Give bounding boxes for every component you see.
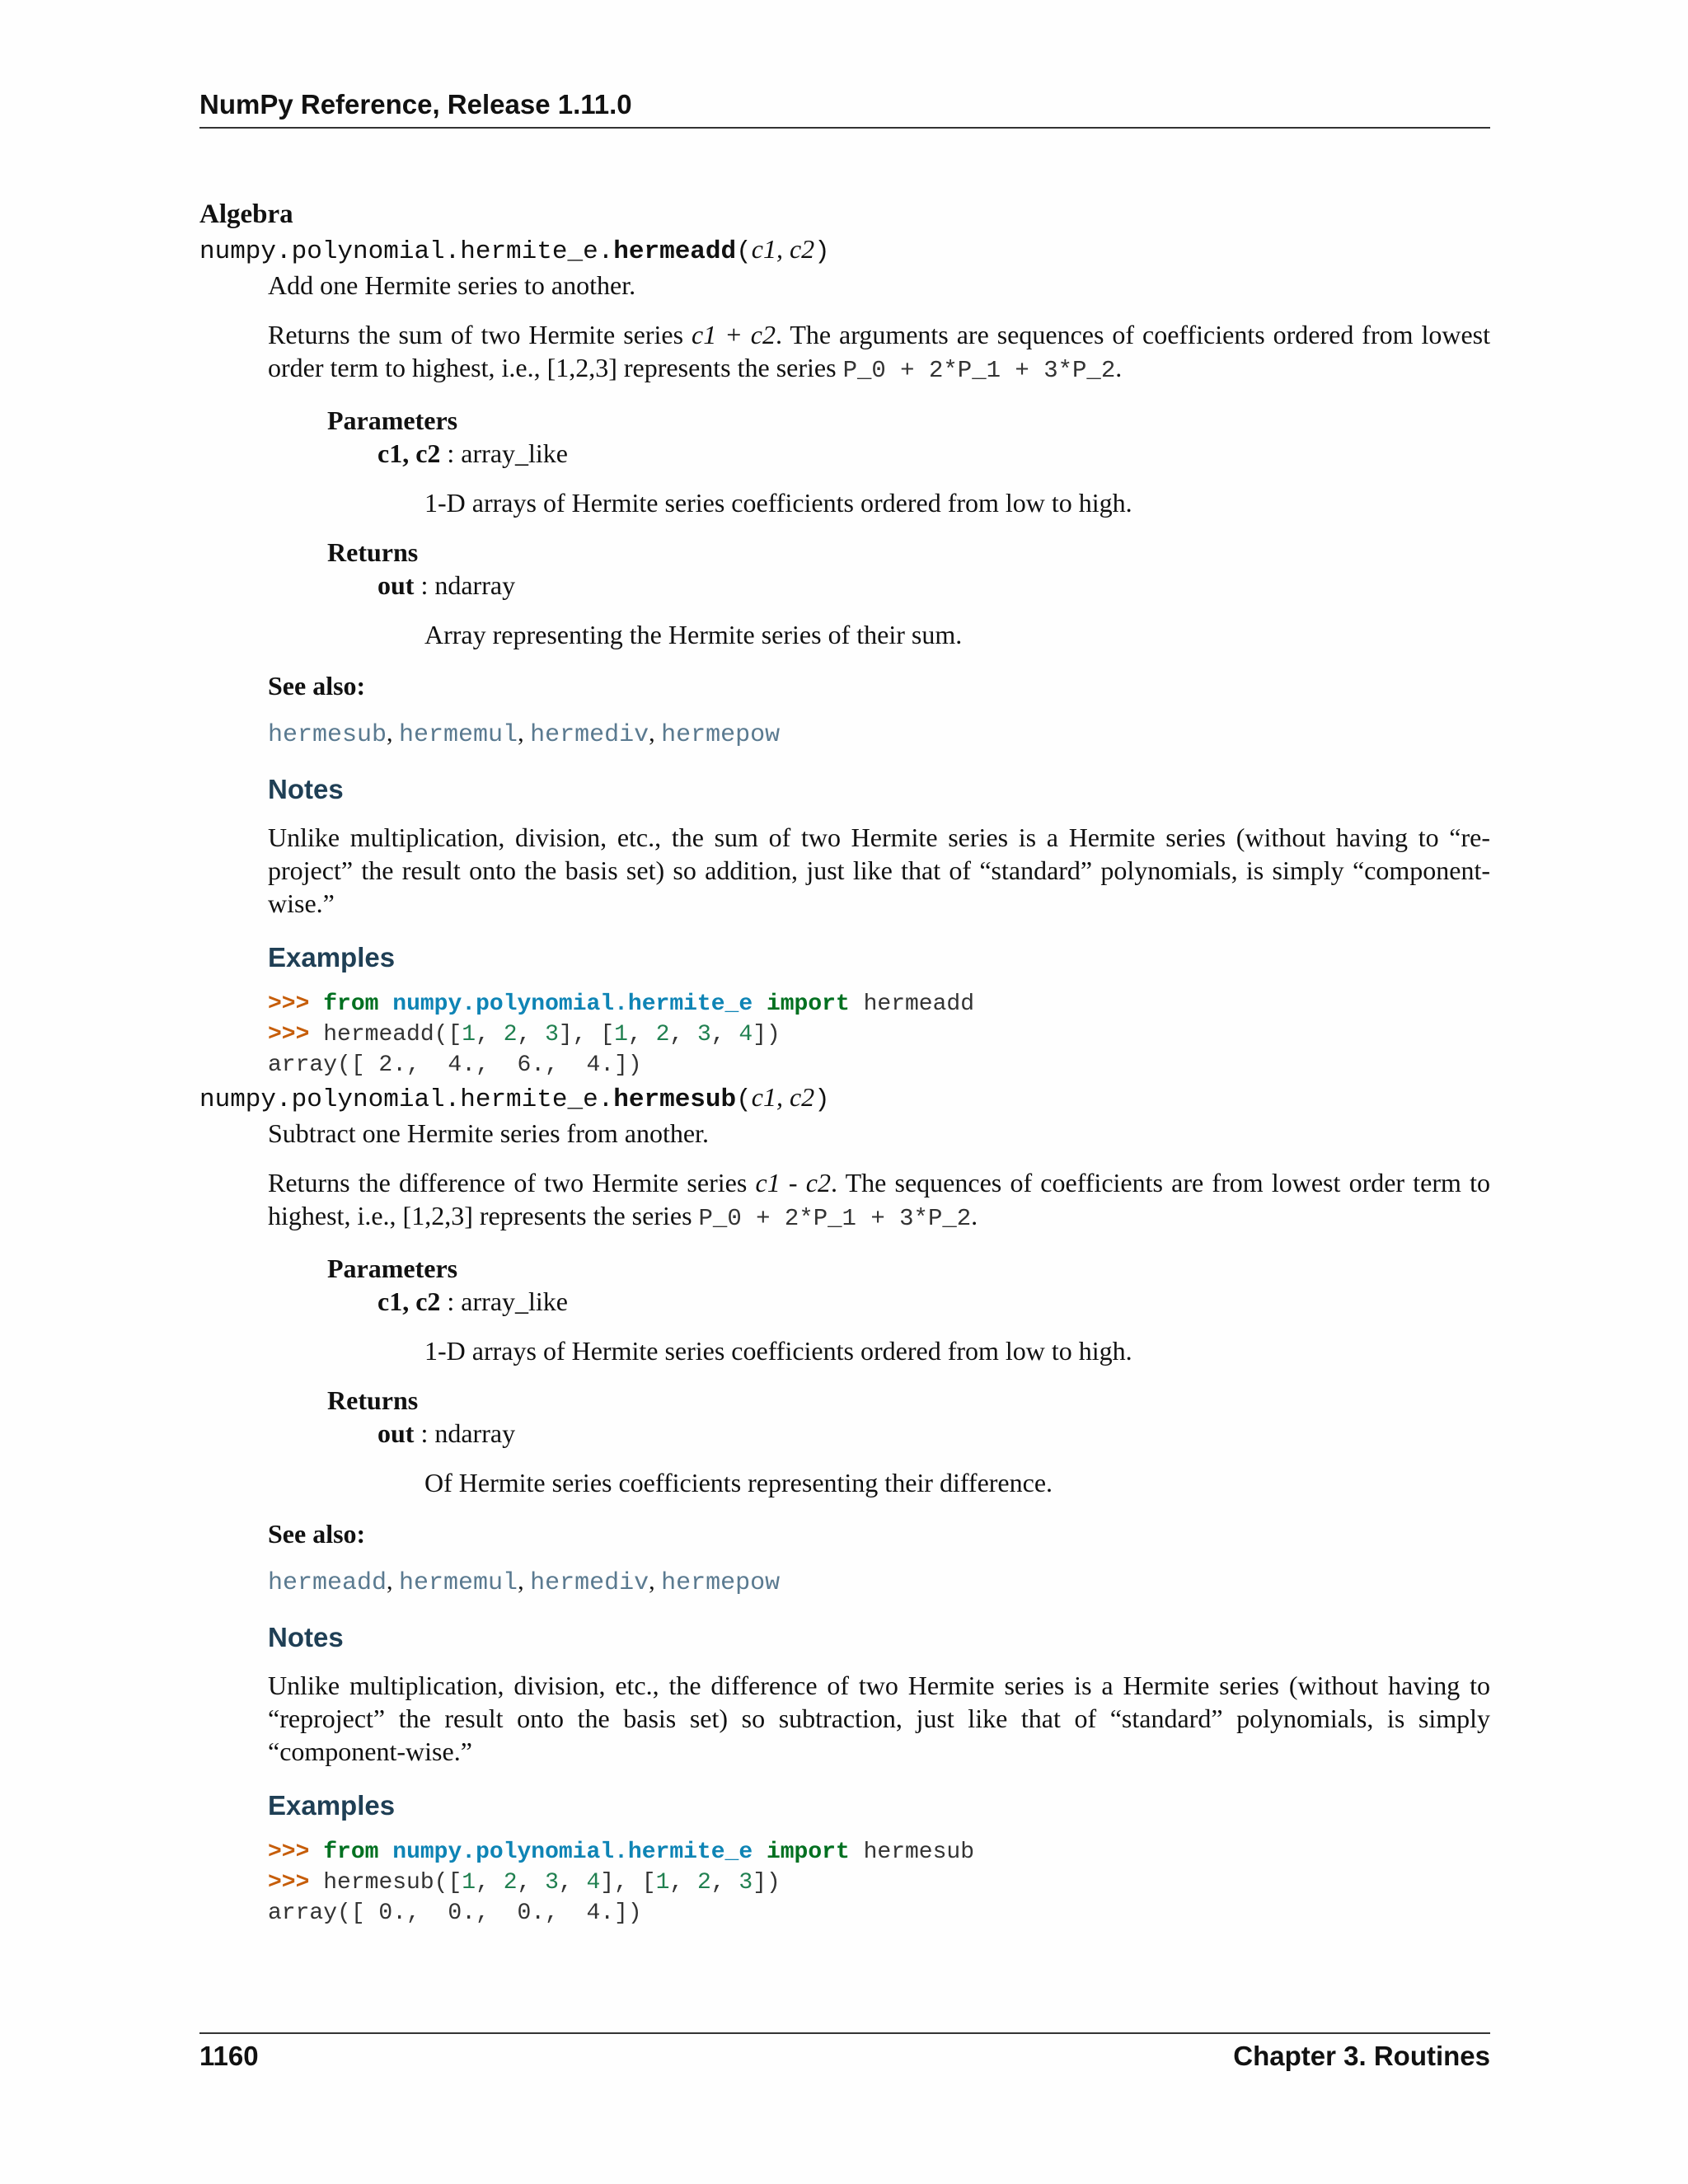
- code-output: array([ 2., 4., 6., 4.]): [268, 1052, 642, 1078]
- code-number: 2: [655, 1022, 670, 1047]
- return-description: Array representing the Hermite series of their sum.: [424, 620, 963, 649]
- function-list: [199, 232, 1490, 1929]
- body-text-pre: Returns the sum of two Hermite series: [268, 320, 692, 349]
- chapter-label: Chapter 3. Routines: [1233, 2041, 1490, 2071]
- code-number: 3: [545, 1870, 559, 1896]
- code-number: 1: [655, 1870, 670, 1896]
- signature-module: numpy.polynomial.hermite_e.: [199, 237, 614, 266]
- signature-open-paren: (: [736, 1085, 752, 1114]
- see-also-separator: ,: [649, 1568, 662, 1595]
- see-also-label: See also:: [268, 1519, 366, 1549]
- see-also-link[interactable]: hermediv: [530, 1569, 649, 1597]
- function-description: [268, 269, 1490, 1080]
- return-entry: [377, 569, 1490, 602]
- function-body: [268, 318, 1490, 387]
- parameter-entry: [377, 1285, 1490, 1318]
- page-header: [199, 89, 1490, 129]
- examples-heading: Examples: [268, 942, 396, 972]
- see-also-link[interactable]: hermesub: [268, 721, 387, 749]
- code-number: 1: [462, 1022, 476, 1047]
- notes-heading: Notes: [268, 1622, 344, 1652]
- see-also-link[interactable]: hermepow: [661, 1569, 781, 1597]
- code-import-name: hermeadd: [863, 991, 975, 1017]
- page-footer: [199, 2032, 1490, 2072]
- code-prompt: >>>: [268, 1022, 310, 1047]
- signature-args: c1, c2: [751, 1082, 815, 1112]
- see-also-separator: ,: [387, 719, 400, 747]
- code-line-import: [268, 1837, 1490, 1868]
- code-number: 4: [586, 1870, 601, 1896]
- code-call-name: hermesub: [323, 1870, 434, 1896]
- code-number: 3: [696, 1022, 711, 1047]
- see-also-link[interactable]: hermemul: [399, 1569, 518, 1597]
- code-module-name: numpy.polynomial.hermite_e: [392, 991, 753, 1017]
- code-import-name: hermesub: [863, 1840, 975, 1865]
- return-type: : ndarray: [414, 1418, 516, 1448]
- parameter-name: c1, c2: [377, 438, 441, 468]
- code-module-name: numpy.polynomial.hermite_e: [392, 1840, 753, 1865]
- parameter-description: 1-D arrays of Hermite series coefficients ordered from low to high.: [424, 488, 1132, 518]
- page-content: [199, 198, 1490, 1929]
- notes-text: Unlike multiplication, division, etc., the difference of two Hermite series is a Hermite series (without having to “reproject” the result onto the basis set) so subtraction, just like that of “standard” polynomials, is simply “component-wise.”: [268, 1671, 1490, 1766]
- code-number: 4: [738, 1022, 753, 1047]
- see-also-separator: ,: [518, 1568, 531, 1595]
- body-expression: c1 + c2: [692, 320, 776, 349]
- see-also-links: [268, 1565, 1490, 1600]
- section-title: Algebra: [199, 199, 293, 229]
- see-also-separator: ,: [387, 1568, 400, 1595]
- code-call-name: hermeadd: [323, 1022, 434, 1047]
- signature-function-name: hermesub: [613, 1085, 737, 1114]
- return-name: out: [377, 570, 415, 600]
- see-also-link[interactable]: hermediv: [530, 721, 649, 749]
- body-text-pre: Returns the difference of two Hermite series: [268, 1168, 756, 1197]
- field-list: [268, 1252, 1490, 1499]
- page-number: 1160: [199, 2041, 259, 2071]
- code-number: 2: [696, 1870, 711, 1896]
- signature-close-paren: ): [814, 237, 830, 266]
- function-entry: [199, 232, 1490, 1080]
- signature-module: numpy.polynomial.hermite_e.: [199, 1085, 614, 1114]
- see-also-separator: ,: [518, 719, 531, 747]
- parameter-type: : array_like: [440, 1286, 568, 1316]
- return-entry: [377, 1417, 1490, 1450]
- parameter-entry: [377, 437, 1490, 470]
- returns-label: Returns: [327, 1385, 419, 1415]
- body-inline-code: P_0 + 2*P_1 + 3*P_2: [842, 357, 1116, 384]
- field-list: [268, 404, 1490, 651]
- code-prompt: >>>: [268, 991, 310, 1017]
- see-also-link[interactable]: hermemul: [399, 721, 518, 749]
- code-keyword-from: from: [323, 991, 379, 1017]
- see-also-link[interactable]: hermepow: [661, 721, 781, 749]
- parameter-type: : array_like: [440, 438, 568, 468]
- signature-open-paren: (: [736, 237, 752, 266]
- see-also-label: See also:: [268, 671, 366, 701]
- code-number: 1: [614, 1022, 628, 1047]
- parameter-description: 1-D arrays of Hermite series coefficients ordered from low to high.: [424, 1336, 1132, 1366]
- body-inline-code: P_0 + 2*P_1 + 3*P_2: [698, 1205, 972, 1232]
- returns-label: Returns: [327, 537, 419, 567]
- signature-args: c1, c2: [751, 234, 815, 264]
- return-type: : ndarray: [414, 570, 516, 600]
- code-number: 3: [545, 1022, 559, 1047]
- function-signature: [199, 232, 1490, 269]
- function-summary: Subtract one Hermite series from another.: [268, 1118, 709, 1148]
- notes-text: Unlike multiplication, division, etc., the sum of two Hermite series is a Hermite series (without having to “re-project” the result onto the basis set) so addition, just like that of “standard” polynomials, is simply “component-wise.”: [268, 823, 1490, 918]
- see-also-link[interactable]: hermeadd: [268, 1569, 387, 1597]
- examples-heading: Examples: [268, 1790, 396, 1821]
- body-text-post: . The arguments are sequences of coefficients ordered from lowest order term to highest, i.e., [1,2,3] represents the series: [268, 320, 1491, 382]
- parameter-name: c1, c2: [377, 1286, 441, 1316]
- code-line-call: >>> hermesub([1, 2, 3, 4], [1, 2, 3]): [268, 1870, 781, 1896]
- code-number: 2: [503, 1022, 518, 1047]
- see-also-links: [268, 717, 1490, 752]
- function-description: [268, 1117, 1490, 1929]
- code-number: 2: [503, 1870, 518, 1896]
- code-number: 1: [462, 1870, 476, 1896]
- return-name: out: [377, 1418, 415, 1448]
- code-keyword-import: import: [766, 991, 850, 1017]
- body-expression: c1 - c2: [755, 1168, 831, 1197]
- example-code-block: [268, 1837, 1490, 1929]
- body-period: .: [1115, 353, 1123, 382]
- code-keyword-import: import: [766, 1840, 850, 1865]
- body-text-post: . The sequences of coefficients are from lowest order term to highest, i.e., [1,2,3] represents the series: [268, 1168, 1491, 1230]
- function-body: [268, 1166, 1490, 1235]
- parameters-label: Parameters: [327, 1254, 458, 1283]
- function-summary: Add one Hermite series to another.: [268, 270, 636, 300]
- code-prompt: >>>: [268, 1870, 310, 1896]
- code-line-call: >>> hermeadd([1, 2, 3], [1, 2, 3, 4]): [268, 1022, 781, 1047]
- example-code-block: [268, 989, 1490, 1080]
- code-output: array([ 0., 0., 0., 4.]): [268, 1900, 642, 1926]
- header-title: NumPy Reference, Release 1.11.0: [199, 89, 632, 120]
- see-also-separator: ,: [649, 719, 662, 747]
- return-description: Of Hermite series coefficients representing their difference.: [424, 1468, 1053, 1497]
- code-line-import: [268, 989, 1490, 1019]
- notes-heading: Notes: [268, 774, 344, 804]
- parameters-label: Parameters: [327, 405, 458, 435]
- code-number: 3: [738, 1870, 753, 1896]
- function-signature: [199, 1080, 1490, 1117]
- body-period: .: [971, 1201, 978, 1230]
- code-keyword-from: from: [323, 1840, 379, 1865]
- code-prompt: >>>: [268, 1840, 310, 1865]
- signature-close-paren: ): [814, 1085, 830, 1114]
- signature-function-name: hermeadd: [613, 237, 737, 266]
- function-entry: [199, 1080, 1490, 1929]
